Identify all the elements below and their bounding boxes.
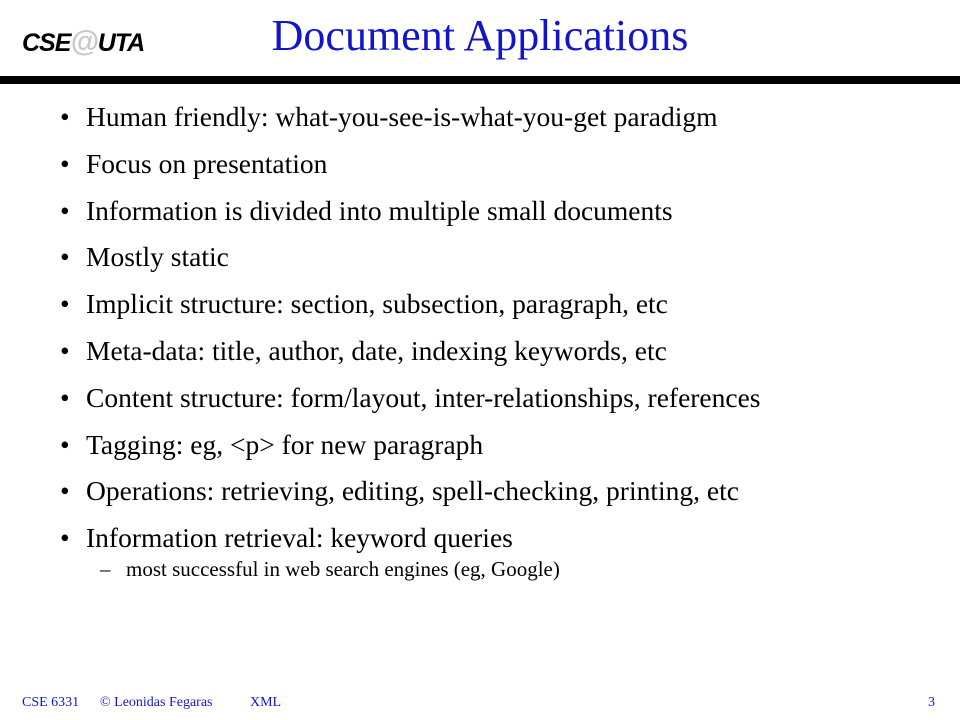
bullet-text: Content structure: form/layout, inter-relationships, references [86, 381, 761, 413]
footer-course: CSE 6331 [22, 695, 80, 710]
logo-at-symbol: @ [70, 26, 98, 58]
bullet-text: Focus on presentation [86, 147, 328, 179]
bullet-marker: • [60, 194, 70, 226]
bullet-item [60, 190, 940, 237]
title-divider [0, 76, 960, 84]
bullet-text: Operations: retrieving, editing, spell-checking, printing, etc [86, 475, 739, 507]
bullet-item [60, 377, 940, 424]
bullet-marker: • [60, 241, 70, 273]
bullet-item [60, 330, 940, 377]
bullet-item [60, 96, 940, 143]
bullet-marker: • [60, 334, 70, 366]
bullet-marker: • [60, 101, 70, 132]
bullet-text: Information retrieval: keyword queries [86, 522, 513, 554]
bullet-marker: • [60, 428, 70, 460]
bullet-item [60, 424, 940, 471]
bullet-text: Mostly static [86, 241, 229, 273]
bullet-marker: • [60, 288, 70, 320]
logo-uta-text: UTA [97, 29, 145, 57]
footer-topic: XML [250, 695, 282, 710]
bullet-marker: • [60, 147, 70, 179]
bullet-marker: • [60, 522, 70, 554]
bullet-text: Meta-data: title, author, date, indexing keywords, etc [86, 334, 667, 366]
bullet-marker: • [60, 381, 70, 413]
bullet-item [60, 470, 940, 517]
sub-bullet-marker: – [100, 556, 111, 581]
sub-bullet-item [60, 556, 940, 588]
sub-bullet-text: most successful in web search engines (eg, Google) [126, 556, 560, 581]
bullet-item [60, 143, 940, 190]
footer-page-number: 3 [928, 695, 935, 710]
bullet-text: Human friendly: what-you-see-is-what-you-get paradigm [86, 101, 718, 132]
bullet-text: Information is divided into multiple small documents [86, 194, 673, 226]
bullet-text: Tagging: eg, <p> for new paragraph [86, 428, 484, 460]
footer-author: © Leonidas Fegaras [100, 695, 213, 710]
bullet-list [60, 96, 940, 588]
logo-cse-text: CSE [22, 29, 71, 57]
bullet-item [60, 283, 940, 330]
bullet-text: Implicit structure: section, subsection, paragraph, etc [86, 288, 668, 320]
bullet-marker: • [60, 475, 70, 507]
bullet-item [60, 236, 940, 283]
slide-title: Document Applications [271, 11, 689, 60]
